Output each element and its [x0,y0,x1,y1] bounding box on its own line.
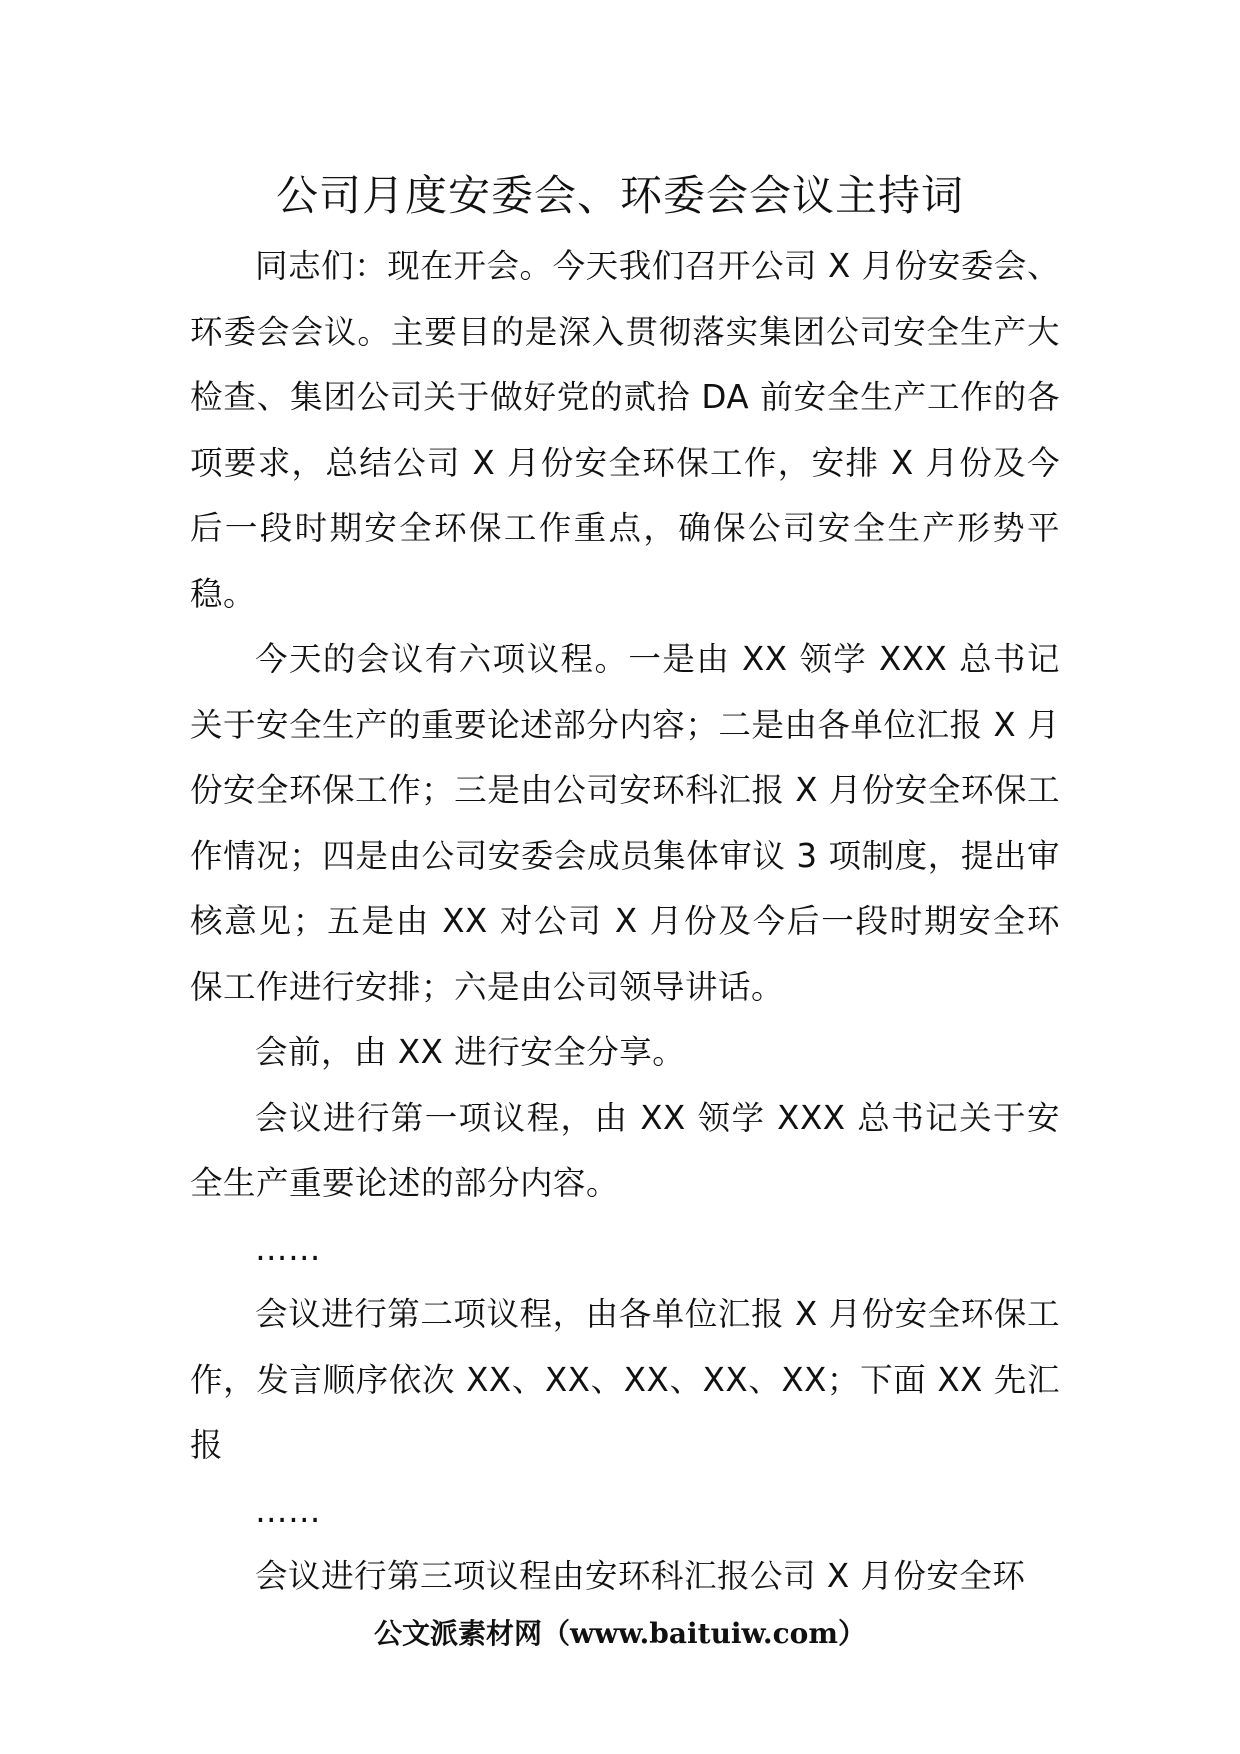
ellipsis-1: …… [255,1229,321,1268]
paragraph-agenda-item-3: 会议进行第三项议程由安环科汇报公司 X 月份安全环 [255,1557,1026,1595]
document-title: 公司月度安委会、环委会会议主持词 [275,171,964,220]
paragraph-agenda: 今天的会议有六项议程。一是由 XX 领学 XXX 总书记关于安全生产的重要论述部分内容；二是由各单位汇报 X 月份安全环保工作；三是由公司安环科汇报 X 月份安全环保工作情况；四是由公司安委会成员集体审议 3 项制度，提出审核意见；五是由 XX 对公司 X 月份及今后一段时期安全环保工作进行安排；六是由公司领导讲话。 [190,640,1060,1006]
paragraph-opening: 同志们：现在开会。今天我们召开公司 X 月份安委会、环委会会议。主要目的是深入贯彻落实集团公司安全生产大检查、集团公司关于做好党的贰拾 DA 前安全生产工作的各项要求，总结公司 X 月份安全环保工作，安排 X 月份及今后一段时期安全环保工作重点，确保公司安全生产形势平稳。 [190,247,1060,613]
paragraph-agenda-item-1: 会议进行第一项议程，由 XX 领学 XXX 总书记关于安全生产重要论述的部分内容。 [190,1098,1060,1202]
paragraph-agenda-item-2: 会议进行第二项议程，由各单位汇报 X 月份安全环保工作，发言顺序依次 XX、XX、XX、XX、XX；下面 XX 先汇报 [190,1295,1060,1464]
ellipsis-2: …… [255,1491,321,1530]
document-body [190,234,1060,1610]
watermark-footer: 公文派素材网（www.baituiw.com） [374,1617,866,1650]
paragraph-safety-share: 会前，由 XX 进行安全分享。 [255,1033,686,1071]
